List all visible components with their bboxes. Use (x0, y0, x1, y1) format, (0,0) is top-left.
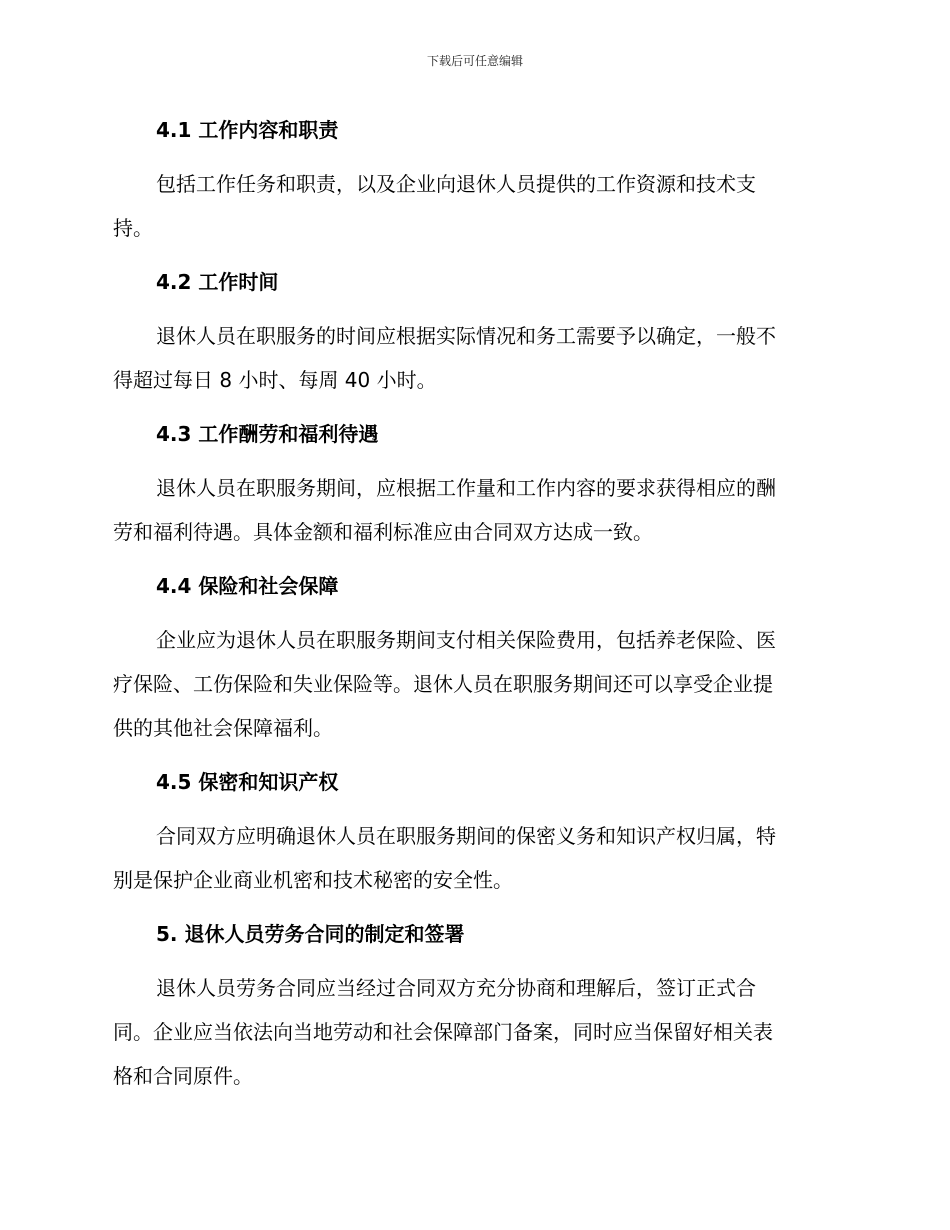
section-paragraph-4-4 (113, 618, 835, 750)
paragraph-line: 持。 (113, 216, 153, 240)
paragraph-line: 得超过每日 8 小时、每周 40 小时。 (113, 368, 437, 392)
paragraph-line: 劳和福利待遇。具体金额和福利标准应由合同双方达成一致。 (113, 520, 653, 544)
section-heading-4-5: 4.5 保密和知识产权 (156, 770, 339, 794)
section-paragraph-5 (113, 966, 835, 1098)
paragraph-line: 退休人员在职服务的时间应根据实际情况和务工需要予以确定，一般不 (156, 324, 776, 348)
paragraph-line: 供的其他社会保障福利。 (113, 716, 333, 740)
section-paragraph-4-2 (113, 314, 835, 402)
paragraph-line: 包括工作任务和职责，以及企业向退休人员提供的工作资源和技术支 (156, 172, 756, 196)
section-paragraph-4-3 (113, 466, 835, 554)
paragraph-line: 合同双方应明确退休人员在职服务期间的保密义务和知识产权归属，特 (156, 824, 776, 848)
section-paragraph-4-1 (113, 162, 835, 250)
section-heading-4-3: 4.3 工作酬劳和福利待遇 (156, 422, 379, 446)
section-heading-5: 5. 退休人员劳务合同的制定和签署 (156, 922, 465, 946)
paragraph-line: 企业应为退休人员在职服务期间支付相关保险费用，包括养老保险、医 (156, 628, 776, 652)
paragraph-line: 退休人员在职服务期间，应根据工作量和工作内容的要求获得相应的酬 (156, 476, 776, 500)
paragraph-line: 同。企业应当依法向当地劳动和社会保障部门备案，同时应当保留好相关表 (113, 1020, 773, 1044)
paragraph-line: 格和合同原件。 (113, 1064, 253, 1088)
page-header-note: 下载后可任意编辑 (426, 54, 523, 68)
section-paragraph-4-5 (113, 814, 835, 902)
paragraph-line: 别是保护企业商业机密和技术秘密的安全性。 (113, 868, 513, 892)
paragraph-line: 疗保险、工伤保险和失业保险等。退休人员在职服务期间还可以享受企业提 (113, 672, 773, 696)
document-body (113, 108, 835, 1108)
section-heading-4-1: 4.1 工作内容和职责 (156, 118, 339, 142)
section-heading-4-2: 4.2 工作时间 (156, 270, 279, 294)
section-heading-4-4: 4.4 保险和社会保障 (156, 574, 339, 598)
paragraph-line: 退休人员劳务合同应当经过合同双方充分协商和理解后，签订正式合 (156, 976, 756, 1000)
